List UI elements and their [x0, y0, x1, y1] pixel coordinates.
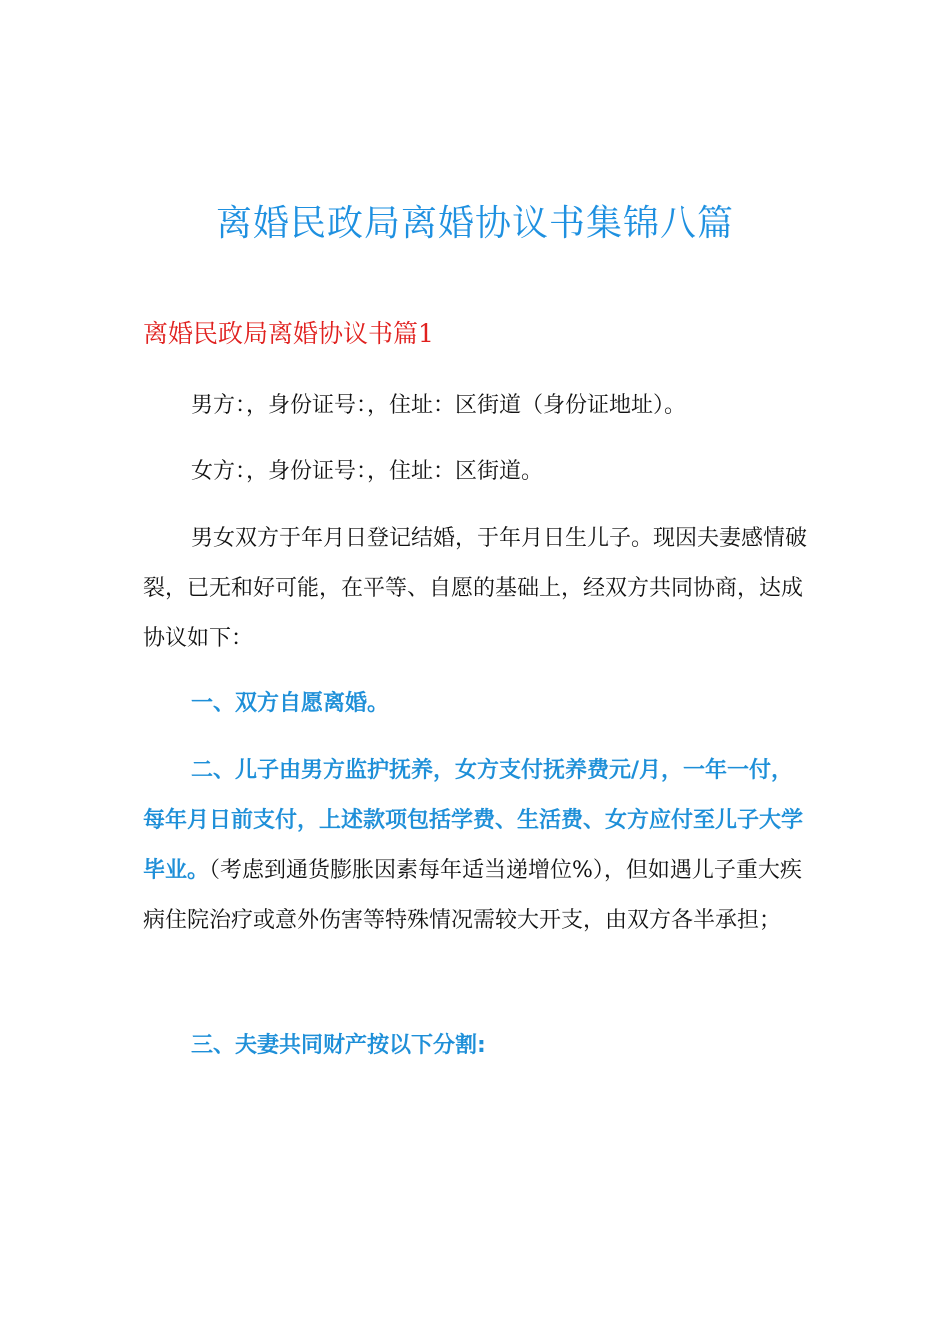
clause-two-note: （考虑到通货膨胀因素每年适当递增位%），但如遇儿子重大疾病住院治疗或意外伤害等特殊情况需较大开支，由双方各半承担； [143, 858, 802, 933]
clause-three: 三、夫妻共同财产按以下分割: [191, 1033, 486, 1058]
paragraph-female-party: 女方：，身份证号：，住址：区街道。 [191, 459, 544, 484]
document-title: 离婚民政局离婚协议书集锦八篇 [215, 203, 734, 244]
paragraph-male-party: 男方：，身份证号：，住址：区街道（身份证地址）。 [191, 393, 687, 418]
clause-two-main: 二、儿子由男方监护抚养，女方支付抚养费元/月，一年一付，每年月日前支付，上述款项包括学费、生活费、女方应付至儿子大学毕业。 [143, 758, 804, 883]
paragraph-intro: 男女双方于年月日登记结婚，于年月日生儿子。现因夫妻感情破裂，已无和好可能，在平等、自愿的基础上，经双方共同协商，达成协议如下： [143, 526, 808, 651]
clause-one: 一、双方自愿离婚。 [191, 691, 390, 716]
section-heading: 离婚民政局离婚协议书篇1 [143, 319, 434, 348]
clause-two [143, 746, 813, 946]
